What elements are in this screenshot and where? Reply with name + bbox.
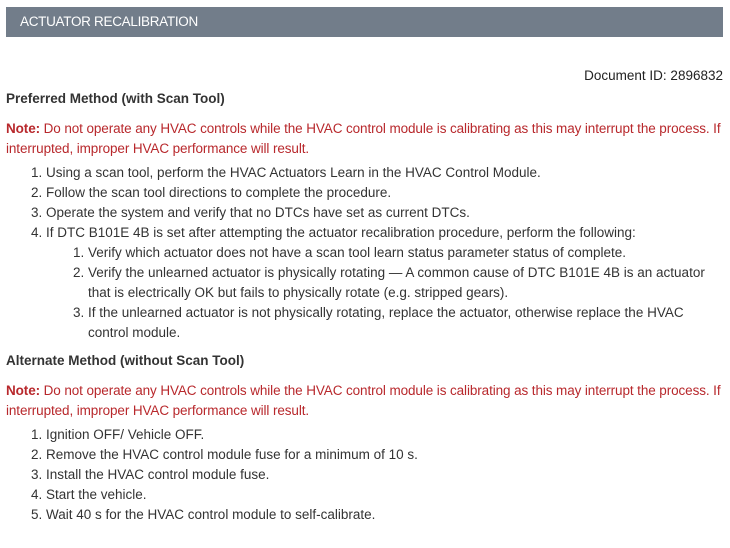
substep: 2. Verify the unlearned actuator is physically rotating — A common cause of DTC B101E 4B is an actuator that is electrically OK but fails to physically rotate (e.g. stripped gears). <box>88 263 721 303</box>
step: 3. Install the HVAC control module fuse. <box>46 465 721 485</box>
step: 5. Wait 40 s for the HVAC control module to self-calibrate. <box>46 505 721 525</box>
substeps <box>46 243 721 343</box>
step: 3. Operate the system and verify that no DTCs have set as current DTCs. <box>46 203 721 223</box>
section-header <box>6 7 723 37</box>
step: 1. Ignition OFF/ Vehicle OFF. <box>46 425 721 445</box>
note-text: Do not operate any HVAC controls while the HVAC control module is calibrating as this may interrupt the process. If interrupted, improper HVAC performance will result. <box>6 121 721 156</box>
alternate-steps <box>6 425 721 525</box>
document-id: Document ID: 2896832 <box>584 68 723 83</box>
note-label: Note: <box>6 383 40 398</box>
substep: 3. If the unlearned actuator is not physically rotating, replace the actuator, otherwise replace the HVAC control module. <box>88 303 721 343</box>
document-body <box>6 89 721 525</box>
note-text: Do not operate any HVAC controls while the HVAC control module is calibrating as this may interrupt the process. If interrupted, improper HVAC performance will result. <box>6 383 721 418</box>
step: 4. Start the vehicle. <box>46 485 721 505</box>
step-text: If DTC B101E 4B is set after attempting the actuator recalibration procedure, perform the following: <box>46 225 636 240</box>
step: 2. Remove the HVAC control module fuse for a minimum of 10 s. <box>46 445 721 465</box>
note-label: Note: <box>6 121 40 136</box>
section-title: ACTUATOR RECALIBRATION <box>20 14 198 29</box>
step <box>46 223 721 343</box>
preferred-method-heading: Preferred Method (with Scan Tool) <box>6 91 225 106</box>
step: 1. Using a scan tool, perform the HVAC Actuators Learn in the HVAC Control Module. <box>46 163 721 183</box>
preferred-steps <box>6 163 721 343</box>
substep: 1. Verify which actuator does not have a scan tool learn status parameter status of complete. <box>88 243 721 263</box>
preferred-note <box>6 119 721 159</box>
alternate-note <box>6 381 721 421</box>
alternate-method-heading: Alternate Method (without Scan Tool) <box>6 353 245 368</box>
step: 2. Follow the scan tool directions to complete the procedure. <box>46 183 721 203</box>
